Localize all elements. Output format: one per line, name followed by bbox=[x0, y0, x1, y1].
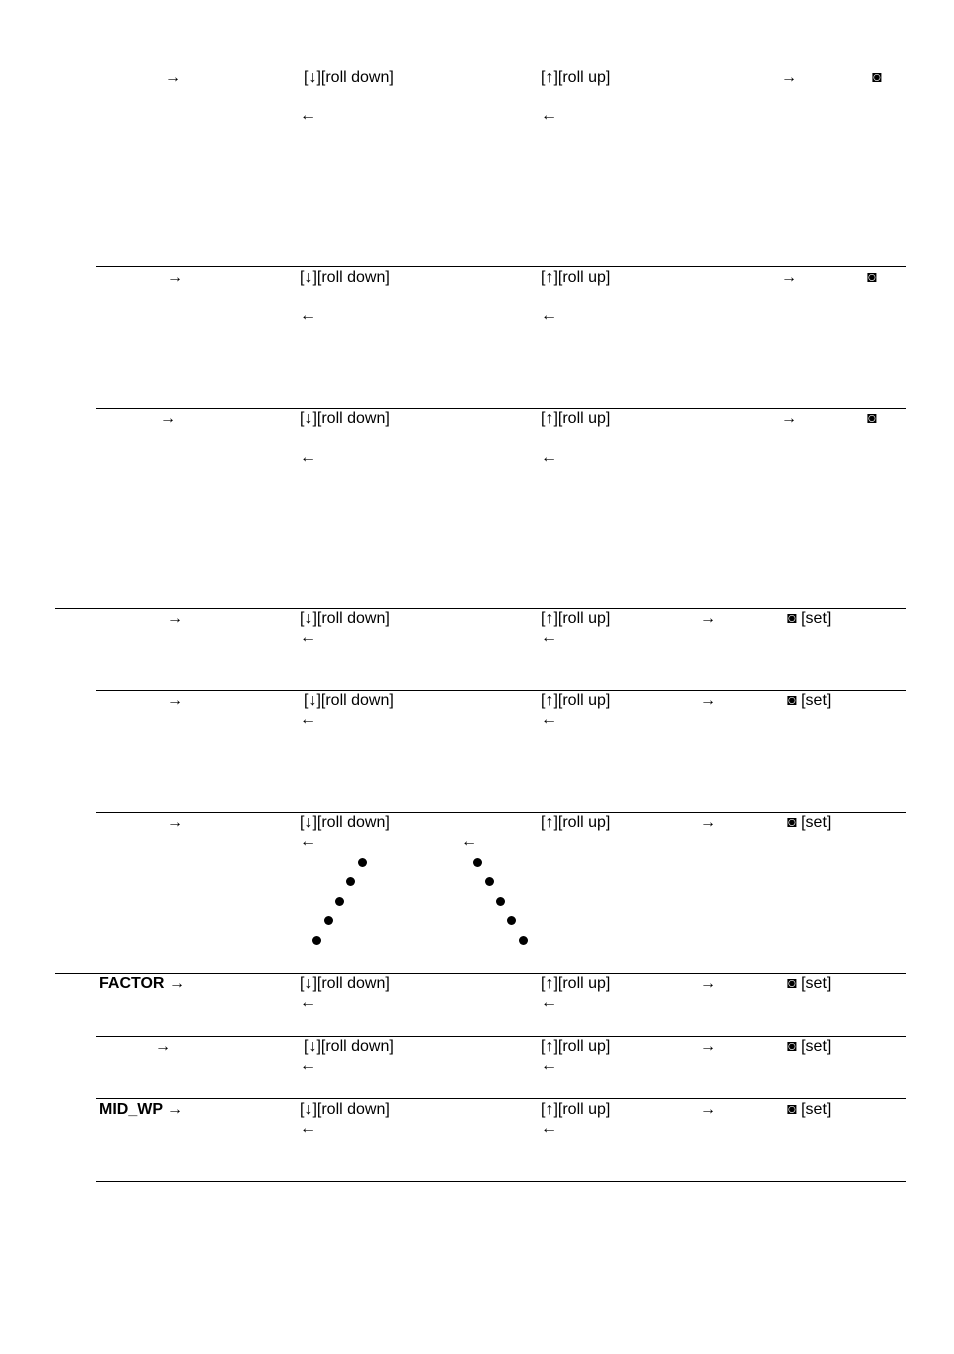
row8-back-right: ← bbox=[541, 1057, 557, 1074]
row2-back-left: ← bbox=[300, 307, 316, 324]
row7-back-left: ← bbox=[300, 994, 316, 1011]
row3-back-right: ← bbox=[541, 449, 557, 466]
rule-3 bbox=[55, 608, 906, 609]
row6-arrow-right-2: → bbox=[700, 814, 716, 831]
ellipsis-dot bbox=[358, 858, 367, 867]
rule-8 bbox=[96, 1098, 906, 1099]
rule-1 bbox=[96, 266, 906, 267]
row1-back-left: ← bbox=[300, 107, 316, 124]
row4-arrow-right: → bbox=[167, 610, 183, 627]
ellipsis-dot bbox=[312, 936, 321, 945]
ellipsis-dot bbox=[324, 916, 333, 925]
row4-back-left: ← bbox=[300, 629, 316, 646]
rule-9 bbox=[96, 1181, 906, 1182]
rule-5 bbox=[96, 812, 906, 813]
row5-back-left: ← bbox=[300, 711, 316, 728]
row6-back-left: ← bbox=[300, 833, 316, 850]
row6-back-mid: ← bbox=[461, 833, 477, 850]
row5-arrow-right-2: → bbox=[700, 692, 716, 709]
row7-back-right: ← bbox=[541, 994, 557, 1011]
ellipsis-dot bbox=[335, 897, 344, 906]
row9-set: ◙ [set] bbox=[787, 1101, 832, 1118]
row9-label: MID_WP bbox=[99, 1101, 163, 1118]
row5-set: ◙ [set] bbox=[787, 692, 832, 709]
row8-arrow-right-2: → bbox=[700, 1038, 716, 1055]
row6-set: ◙ [set] bbox=[787, 814, 832, 831]
rule-6 bbox=[55, 973, 906, 974]
row8-set: ◙ [set] bbox=[787, 1038, 832, 1055]
row2-back-right: ← bbox=[541, 307, 557, 324]
ellipsis-dot bbox=[346, 877, 355, 886]
row5-roll-up: [↑][roll up] bbox=[541, 692, 611, 709]
row9-back-left: ← bbox=[300, 1120, 316, 1137]
row7-set: ◙ [set] bbox=[787, 975, 832, 992]
row4-arrow-right-2: → bbox=[700, 610, 716, 627]
row6-arrow-right: → bbox=[167, 814, 183, 831]
rule-2 bbox=[96, 408, 906, 409]
rule-7 bbox=[96, 1036, 906, 1037]
row2-roll-up: [↑][roll up] bbox=[541, 269, 611, 286]
row5-back-right: ← bbox=[541, 711, 557, 728]
ellipsis-dot bbox=[485, 877, 494, 886]
row4-set: ◙ [set] bbox=[787, 610, 832, 627]
row4-roll-up: [↑][roll up] bbox=[541, 610, 611, 627]
row8-roll-up: [↑][roll up] bbox=[541, 1038, 611, 1055]
row2-set-icon: ◙ bbox=[867, 269, 877, 286]
row1-set-icon: ◙ bbox=[872, 69, 882, 86]
row4-roll-down: [↓][roll down] bbox=[300, 610, 390, 627]
row7-arrow-right: → bbox=[169, 975, 185, 992]
ellipsis-dot bbox=[473, 858, 482, 867]
row9-back-right: ← bbox=[541, 1120, 557, 1137]
row5-arrow-right: → bbox=[167, 692, 183, 709]
row1-arrow-right-2: → bbox=[781, 69, 797, 86]
row9-roll-up: [↑][roll up] bbox=[541, 1101, 611, 1118]
row9-roll-down: [↓][roll down] bbox=[300, 1101, 390, 1118]
row9-arrow-right-2: → bbox=[700, 1101, 716, 1118]
row7-roll-down: [↓][roll down] bbox=[300, 975, 390, 992]
row1-back-right: ← bbox=[541, 107, 557, 124]
row7-roll-up: [↑][roll up] bbox=[541, 975, 611, 992]
row8-roll-down: [↓][roll down] bbox=[304, 1038, 394, 1055]
ellipsis-dot bbox=[496, 897, 505, 906]
row7-arrow-right-2: → bbox=[700, 975, 716, 992]
ellipsis-dot bbox=[519, 936, 528, 945]
row3-back-left: ← bbox=[300, 449, 316, 466]
row8-arrow-right: → bbox=[155, 1038, 171, 1055]
row1-roll-up: [↑][roll up] bbox=[541, 69, 611, 86]
row3-arrow-right: → bbox=[160, 410, 176, 427]
row2-roll-down: [↓][roll down] bbox=[300, 269, 390, 286]
row3-roll-down: [↓][roll down] bbox=[300, 410, 390, 427]
row4-back-right: ← bbox=[541, 629, 557, 646]
row1-roll-down: [↓][roll down] bbox=[304, 69, 394, 86]
row3-roll-up: [↑][roll up] bbox=[541, 410, 611, 427]
row6-roll-up: [↑][roll up] bbox=[541, 814, 611, 831]
row7-label: FACTOR bbox=[99, 975, 165, 992]
row1-arrow-right: → bbox=[165, 69, 181, 86]
row2-arrow-right-2: → bbox=[781, 269, 797, 286]
ellipsis-dot bbox=[507, 916, 516, 925]
row5-roll-down: [↓][roll down] bbox=[304, 692, 394, 709]
row2-arrow-right: → bbox=[167, 269, 183, 286]
row9-arrow-right: → bbox=[167, 1101, 183, 1118]
row6-roll-down: [↓][roll down] bbox=[300, 814, 390, 831]
row3-set-icon: ◙ bbox=[867, 410, 877, 427]
row8-back-left: ← bbox=[300, 1057, 316, 1074]
rule-4 bbox=[96, 690, 906, 691]
row3-arrow-right-2: → bbox=[781, 410, 797, 427]
